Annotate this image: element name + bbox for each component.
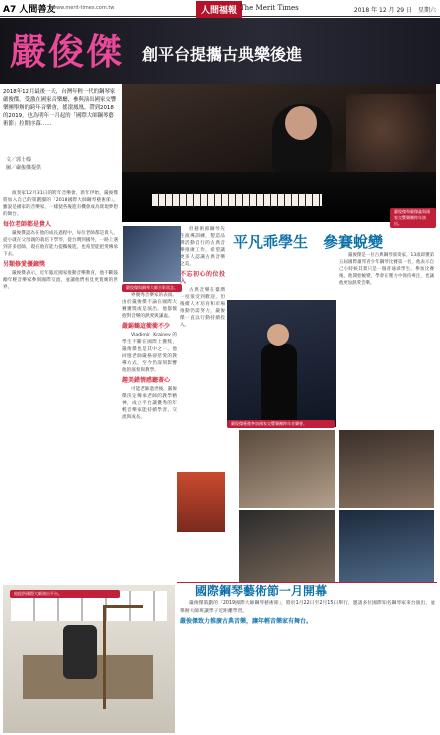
chair-shape xyxy=(63,625,97,679)
orchestra-background xyxy=(346,94,436,184)
site-url[interactable]: www.merit-times.com.tw xyxy=(52,5,115,11)
byline xyxy=(6,156,41,172)
article-column-2 xyxy=(122,292,177,580)
harp-room-photo xyxy=(3,585,175,733)
concert-paragraph: 嚴俊傑策劃的「2019國際大師鋼琴藝術節」，將於1月22日至2月15日舉行，邀請多位國際知名鋼琴家來台演出，並舉辦大師班讓學子近距離學習。 xyxy=(180,601,435,614)
col1-subhead-1: 每位老師都是貴人 xyxy=(3,221,52,228)
performance-photo xyxy=(177,472,225,532)
newspaper-logo: 人間福報 xyxy=(196,1,242,18)
col1-subhead-2: 另類修愛優鐘獎 xyxy=(3,261,46,268)
young-pianist-body xyxy=(261,344,297,424)
col2-paragraph-3: 可能老師過世後，嚴俊傑決定傳承老師的教學精神，成立平台讓優秀的年輕音樂家能持續學習、交流與成長。 xyxy=(122,387,177,420)
col1-paragraph-2: 嚴俊傑認為在他的成長過程中，每位老師都是貴人，從小就在父母親的栽培下學琴，從台灣到國外，一路上遇到許多恩師，現在他有能力提攜後進，也希望能把愛傳承下去。 xyxy=(3,231,118,257)
col1-paragraph-1: 演奏家12月31日的跨年音樂會，新年伊始，嚴俊傑將加入自己的策劃團的「2018國際大師鋼琴藝術節」。雖說是國家的音樂家，一樣使各後進有機會成為實現夢想的舞台。 xyxy=(3,191,118,217)
col2-subhead-1: 嚴錫鶴這衝衝不少 xyxy=(122,323,171,330)
main-photo-caption: 嚴俊傑和嚴傑鑫與國家交響樂團跨年演出。 xyxy=(390,208,436,228)
concert-title: 國際鋼琴藝術節一月開幕 xyxy=(195,584,328,598)
piano-keys xyxy=(152,194,322,206)
photo-grid-1 xyxy=(239,430,335,508)
prodigy-paragraph: 嚴俊傑是一位古典鋼琴演奏家，13歲即獲第五屆國際蕭邦青少年鋼琴比賽第一名，他表示自己小時候其實只是一個普通乖學生。參加比賽後，他開始蛻變，學會在壓力中保持專注，也讓他更加熱愛音樂。 xyxy=(339,253,434,286)
col3-paragraph-2: 古典音樂在臺灣一度很受到歡迎，但後續人才培育和市場推動仍需努力，嚴俊傑一直以行動持續投入。 xyxy=(180,288,225,328)
masthead: The Merit Times xyxy=(240,4,299,12)
col2-paragraph-1: 界優秀音樂家的表演。由於嚴俊傑不論在國際大賽獲獎或是演出，他都懷抱對音樂的熱愛與謙虛。 xyxy=(122,293,177,319)
col3-subhead-1: 不忘初心的位投入 xyxy=(180,271,225,285)
left-photo xyxy=(123,226,181,282)
col2-paragraph-2: Vladimir Krainev的學生不斷在國際上獲獎，嚴俊傑也是其中之一。他回憶老師嚴格卻慈愛的教導方式，至今仍深刻影響他的演奏與教學。 xyxy=(122,333,177,373)
pianist-face xyxy=(285,106,317,140)
article-column-3 xyxy=(180,226,225,466)
section-label: A7 人間善友 xyxy=(3,5,56,15)
col1-paragraph-3: 嚴俊傑表示，近年臨近國家推動音樂教育，他不斷鼓勵年輕音樂家參與國際交流，並讓他們看見更寬廣的世界。 xyxy=(3,271,118,290)
young-pianist-face xyxy=(267,324,289,346)
issue-date: 2018 年 12 月 29 日 星期六 xyxy=(353,7,436,14)
prodigy-column xyxy=(339,252,434,428)
photo-grid-2 xyxy=(339,430,434,508)
concert-photo-label: 嚴俊傑致力推廣古典音樂，讓年輕音樂家有舞台。 xyxy=(180,618,313,625)
harp-shape xyxy=(103,605,143,709)
photo-grid-3 xyxy=(239,510,335,582)
col3-paragraph-1: 但藝術節鋼琴先生演導訓練，製造品牌活動自行的古典音樂推廣工作，希望讓更多人認識古典音樂之美。 xyxy=(180,227,225,267)
photo-grid-4 xyxy=(339,510,434,582)
headline-subtitle: 創平台提攜古典樂後進 xyxy=(142,45,303,64)
main-photo xyxy=(122,84,436,222)
headline-banner xyxy=(0,18,440,84)
col2-subhead-2: 趣美錯情感聽著心 xyxy=(122,377,171,384)
article-column-1 xyxy=(3,190,118,580)
prodigy-photo xyxy=(227,300,336,427)
harp-caption: 他提供國際大師演出平台。 xyxy=(10,590,120,598)
prodigy-title: 平凡乖學生 參賽蛻變 xyxy=(233,233,384,251)
byline-photo: 圖／嚴俊傑提供 xyxy=(6,165,42,171)
left-photo-caption: 嚴俊傑與鋼琴大師合影留念。 xyxy=(122,284,182,292)
page-header xyxy=(0,0,440,17)
headline-name: 嚴俊傑 xyxy=(10,31,125,73)
prodigy-photo-caption: 嚴俊傑獲邀參加國家交響樂團跨年音樂會。 xyxy=(227,420,335,428)
concert-column xyxy=(180,600,435,732)
lede-paragraph: 2018年12月最後一天，台灣年輕一代的鋼琴家嚴俊傑，受激在國家音樂廳，參與演出國家交響樂團舉辦的跨年音樂會，搖滾鳳凰。帶到2018的2019，也為明年一月起的「國際大師鋼琴藝術節」拉開序幕…… xyxy=(3,89,117,127)
byline-author: 文／郭士榛 xyxy=(6,157,32,163)
